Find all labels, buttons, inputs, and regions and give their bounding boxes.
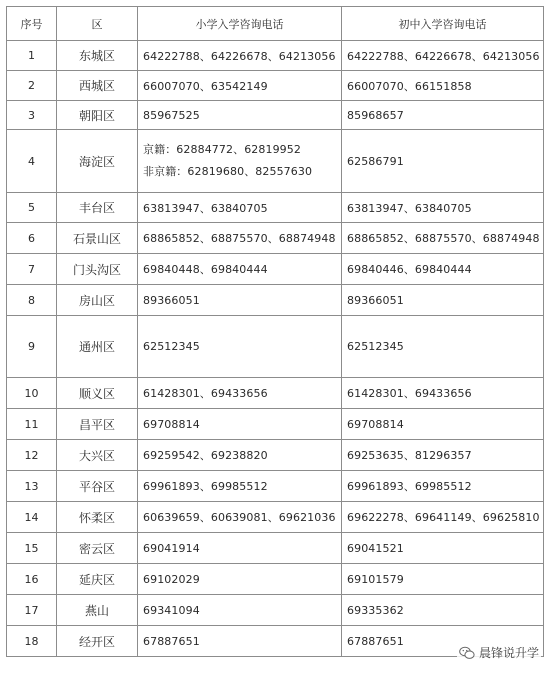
table-row	[7, 41, 544, 71]
middle-phone: 64222788、64226678、64213056	[342, 41, 544, 71]
middle-phone: 69253635、81296357	[342, 440, 544, 471]
table-row	[7, 316, 544, 378]
table-row	[7, 71, 544, 101]
primary-phone: 69341094	[143, 603, 200, 617]
phone-table	[6, 6, 544, 657]
middle-phone: 62586791	[342, 130, 544, 193]
primary-phone-cell	[138, 316, 342, 378]
primary-phone: 89366051	[143, 293, 200, 307]
primary-phone-cell	[138, 471, 342, 502]
table-row	[7, 130, 544, 193]
middle-phone: 69101579	[342, 564, 544, 595]
primary-phone-cell	[138, 71, 342, 101]
row-number: 13	[7, 471, 57, 502]
row-number: 3	[7, 101, 57, 130]
row-number: 11	[7, 409, 57, 440]
table-header-row	[7, 7, 544, 41]
middle-phone: 68865852、68875570、68874948	[342, 223, 544, 254]
middle-phone: 85968657	[342, 101, 544, 130]
primary-phone: 64222788、64226678、64213056	[143, 49, 336, 63]
district-name: 燕山	[57, 595, 138, 626]
primary-phone-cell	[138, 130, 342, 193]
primary-phone-cell	[138, 533, 342, 564]
primary-phone-cell	[138, 223, 342, 254]
primary-phone-cell	[138, 440, 342, 471]
row-number: 12	[7, 440, 57, 471]
row-number: 18	[7, 626, 57, 657]
district-name: 顺义区	[57, 378, 138, 409]
table-row	[7, 285, 544, 316]
middle-phone: 62512345	[342, 316, 544, 378]
primary-phone-cell	[138, 595, 342, 626]
watermark	[457, 644, 541, 661]
primary-phone-cell	[138, 285, 342, 316]
row-number: 1	[7, 41, 57, 71]
district-name: 密云区	[57, 533, 138, 564]
primary-phone-cell	[138, 41, 342, 71]
table-row	[7, 193, 544, 223]
primary-phone: 66007070、63542149	[143, 79, 268, 93]
table-row	[7, 223, 544, 254]
row-number: 9	[7, 316, 57, 378]
table-row	[7, 595, 544, 626]
row-number: 7	[7, 254, 57, 285]
primary-phone-cell	[138, 193, 342, 223]
primary-phone: 非京籍：62819680、82557630	[143, 165, 313, 178]
district-name: 朝阳区	[57, 101, 138, 130]
table-row	[7, 378, 544, 409]
primary-phone: 63813947、63840705	[143, 201, 268, 215]
district-name: 石景山区	[57, 223, 138, 254]
middle-phone: 69041521	[342, 533, 544, 564]
row-number: 5	[7, 193, 57, 223]
district-name: 平谷区	[57, 471, 138, 502]
row-number: 8	[7, 285, 57, 316]
middle-phone: 69708814	[342, 409, 544, 440]
primary-phone: 69840448、69840444	[143, 263, 268, 276]
district-name: 延庆区	[57, 564, 138, 595]
primary-phone: 69708814	[143, 417, 200, 431]
primary-phone-cell	[138, 378, 342, 409]
district-name: 大兴区	[57, 440, 138, 471]
middle-phone: 63813947、63840705	[342, 193, 544, 223]
primary-phone-cell	[138, 101, 342, 130]
middle-phone: 67887651	[342, 626, 544, 657]
table-row	[7, 101, 544, 130]
primary-phone: 61428301、69433656	[143, 387, 268, 400]
primary-phone: 62512345	[143, 340, 200, 353]
district-name: 怀柔区	[57, 502, 138, 533]
district-name: 西城区	[57, 71, 138, 101]
district-name: 海淀区	[57, 130, 138, 193]
table-row	[7, 254, 544, 285]
primary-phone: 69041914	[143, 541, 200, 555]
table-row	[7, 471, 544, 502]
row-number: 2	[7, 71, 57, 101]
row-number: 16	[7, 564, 57, 595]
row-number: 6	[7, 223, 57, 254]
primary-phone: 69102029	[143, 572, 200, 586]
primary-phone-cell	[138, 564, 342, 595]
watermark-text: 晨锋说升学	[478, 646, 539, 660]
primary-phone-cell	[138, 502, 342, 533]
middle-phone: 61428301、69433656	[342, 378, 544, 409]
header-district: 区	[57, 7, 138, 41]
header-middle: 初中入学咨询电话	[342, 7, 544, 41]
district-name: 丰台区	[57, 193, 138, 223]
primary-phone-cell	[138, 254, 342, 285]
primary-phone-cell	[138, 409, 342, 440]
district-name: 东城区	[57, 41, 138, 71]
primary-phone: 京籍：62884772、62819952	[143, 143, 301, 156]
middle-phone: 66007070、66151858	[342, 71, 544, 101]
table-row	[7, 409, 544, 440]
wechat-icon	[459, 646, 475, 660]
district-name: 门头沟区	[57, 254, 138, 285]
district-name: 经开区	[57, 626, 138, 657]
header-primary: 小学入学咨询电话	[138, 7, 342, 41]
primary-phone: 69259542、69238820	[143, 449, 268, 462]
row-number: 14	[7, 502, 57, 533]
district-name: 通州区	[57, 316, 138, 378]
middle-phone: 69622278、69641149、69625810	[342, 502, 544, 533]
table-row	[7, 502, 544, 533]
middle-phone: 69961893、69985512	[342, 471, 544, 502]
primary-phone: 68865852、68875570、68874948	[143, 232, 336, 245]
header-seq: 序号	[7, 7, 57, 41]
row-number: 15	[7, 533, 57, 564]
primary-phone: 67887651	[143, 634, 200, 648]
middle-phone: 69335362	[342, 595, 544, 626]
primary-phone: 85967525	[143, 108, 200, 122]
row-number: 4	[7, 130, 57, 193]
district-name: 昌平区	[57, 409, 138, 440]
district-name: 房山区	[57, 285, 138, 316]
row-number: 10	[7, 378, 57, 409]
primary-phone: 69961893、69985512	[143, 480, 268, 493]
table-row	[7, 440, 544, 471]
primary-phone: 60639659、60639081、69621036	[143, 511, 336, 524]
table-row	[7, 564, 544, 595]
primary-phone-cell	[138, 626, 342, 657]
row-number: 17	[7, 595, 57, 626]
table-row	[7, 533, 544, 564]
middle-phone: 89366051	[342, 285, 544, 316]
middle-phone: 69840446、69840444	[342, 254, 544, 285]
